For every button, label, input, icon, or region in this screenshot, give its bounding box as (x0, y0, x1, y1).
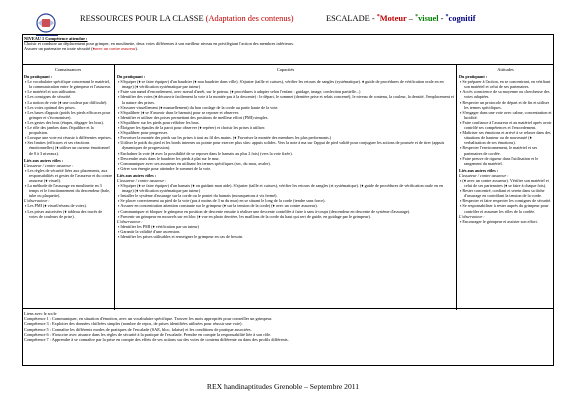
item-list (24, 79, 112, 155)
visuel-label: visuel (418, 14, 439, 23)
list-item: ▪ S'équilibrer pour progresser. (117, 130, 454, 135)
item-list (459, 79, 552, 166)
list-item: ▪ Les bases d'appuis (poids les pieds efficaces pour grimper et s'économiser). (24, 110, 112, 120)
visuel-star: * (415, 14, 419, 20)
socle-links (24, 311, 552, 342)
list-item: ▪ Les consignes de sécurité. (24, 94, 112, 99)
section-heading: Liés aux autres rôles : (459, 167, 499, 173)
section-heading: Du pratiquant : (24, 74, 53, 80)
niveau-line-2-end: ). (135, 46, 138, 52)
list-item: ▪ Se placer correctement au pied de la voie (pas à moins de 3 m du mur) en se situant le long de la corde (tendre sans force). (117, 198, 454, 203)
subsection-heading: L'observateur : (459, 213, 485, 219)
list-item: ▪ Faire confiance à l'assureur et au matériel après avoir contrôlé ses compétences et l'encordement. (459, 120, 552, 130)
list-item: ▪ S'équiper (♦ se faire équiper) d'un baudrier (♦ nou baudrier dans ville). S'ajuster (taille et cuisses), vérifier les retours de sangles (systématique). ♦ guide de procédures de vérification orale en en image) (♦ vérification systématique par tuteur) (117, 79, 454, 89)
list-item: ▪ S'assurer visuellement (♦ manuellement) du bon cordage de la corde au partir haute de la voie. (117, 105, 454, 110)
competence-table (22, 64, 554, 309)
list-item: ▪ Les gestes des bras (étapes, dégager les bras). (24, 120, 112, 125)
item-list (24, 168, 112, 199)
socle-line: Compétence 1 : Communiquer, en situation d'émotion, avec un vocabulaire spécifique. Trouver les mots appropriés pour conseiller un grimpeur. (24, 316, 273, 322)
moteur-star: * (376, 14, 380, 20)
document-title (80, 14, 294, 23)
list-item: ▪ Lorsque une voie est réussie à différentes reprises. (24, 135, 112, 140)
list-item: ▪ Ses limites (efficaces et ses réactions émotionnelles) (♦ utiliser un curseur émotionnel de 0 à 3 niveaux). (24, 140, 112, 155)
list-item: ▪ S'équilibrer (♦ se S'asseoir dans le harnais) pour se reposer et observer. (117, 110, 454, 115)
list-item: ▪ Le rôle des jambes dans l'équilibre et la propulsion. (24, 125, 112, 135)
list-item: ▪ La méthode de l'assurage en moulinette en 3 temps et le fonctionnement du descendeur (bale, tube ou plaquette). (24, 183, 112, 198)
item-list (117, 183, 454, 219)
list-item: ▪ Garantir la validité d'une ascension. (117, 229, 454, 234)
socle-line: Compétence 3 : Exploiter des données chiffrées simples (nombre de repos, de prises identifiées utilisées pour réussir une voie). (24, 321, 243, 327)
niveau-block (24, 36, 552, 52)
escalade-label (326, 14, 476, 23)
item-list (117, 79, 454, 171)
title-text: RESSOURCES POUR LA CLASSE (80, 14, 204, 23)
item-list (459, 178, 552, 214)
list-item: ▪ Les voies optimal des prises. (24, 105, 112, 110)
socle-line: Compétence 6 : S'inscrire avec aisance dans les règles de sécurité à la pratique de l'escalade. Prendre en compte la responsabilité liée à son rôle. (24, 331, 272, 337)
list-item: ▪ La notion de voie (♦ une couleur par difficulté). (24, 100, 112, 105)
document-footer: REX handinaptitudes Grenoble – Septembre 2011 (206, 382, 360, 391)
list-item: ▪ S'engager dans une voie avec calme, concentration et lucidité. (459, 110, 552, 120)
column-heading: Capacités (276, 67, 295, 72)
subsection-heading: L'assureur / contre assureur : (24, 162, 74, 168)
list-item: ▪ Faire son nœud d'encordement, avec noeud d'arrêt, sur le poteau. (♦ procédures à adapter selon l'enfant : guidage, image, confection partielle...) (117, 89, 454, 94)
dash-separator: – (408, 14, 413, 23)
column-heading: Connaissances (54, 67, 82, 72)
list-item: ▪ Rester concentré, confiant et serein dans sa tâche d'assurage en contrôlant la tension de la corde. (459, 188, 552, 198)
list-item: ▪ (♦ avec un contre assureur). Vérifier son matériel et celui de ses partenaires (♦ se faire à chaque fois). (459, 178, 552, 188)
section-heading: Du pratiquant : (117, 74, 146, 80)
list-item: ▪ Maîtriser ses émotions et arrivé à se relaxer dans des situations de hauteur ou de nouveauté (♦ verbalisation de ses émotions). (459, 130, 552, 145)
document-header (80, 14, 550, 28)
socle-line: Compétence 7 : Apprendre à se connaître par la prise en compte des effets de ses actions sur des voies de contenu différente ou dans des profils différents. (24, 337, 289, 343)
list-item: ▪ Se responsabiliser à rester auprès du grimpeur pour contrôler et assumer les rôles de la cordée. (459, 203, 552, 213)
cognitif-label: cognitif (448, 14, 476, 23)
item-list (459, 219, 552, 224)
list-item: ▪ Utiliser le poids du pied et les bords internes ou pointe pour exercer plus sûrs: appuis solides. Vers la note à ma sur l'appui de pied validé pour conjuguer les actions de poussée et de tirer (appuis dynamiques de progression). (117, 140, 454, 150)
list-item: ▪ Les prises autorisées (♦ tableau des tracés de voies de couleurs de prise). (24, 209, 112, 219)
title-subtitle: (Adaptation des contenus) (205, 14, 294, 23)
column-connaissances (22, 65, 115, 310)
list-item: ▪ Encourager le grimpeur et assister son effort. (459, 219, 552, 224)
escalade-text: ESCALADE - (326, 14, 375, 23)
cognitif-star: * (445, 14, 449, 20)
list-item: ▪ Parvenir un grimpeur en mouvels sur en bloc (♦ vue en photo derrière, les maillons de la corde du haut qui sert de guide, en guidage par le grimpeur). (117, 214, 454, 219)
list-item: ▪ Accès conscience de sa moyenne ou chercheuse des voies adaptées. (459, 89, 552, 99)
list-item: ▪ Communiquer avec ses assureurs en utilisant les termes spécifiques (sec, du mou, avaler). (117, 161, 454, 166)
list-item: ▪ Identifier et utiliser des prises permettant des positions de meilleur effort (PMI) simples. (117, 115, 454, 120)
list-item: ▪ Enchaîner la voie (♦ avec la possibilité de se reposer dans le harnais au plus 2 fois) (vers la voie fixée). (117, 151, 454, 156)
niveau-line-2-red: ♦avec un contre assureur (92, 46, 136, 52)
niveau-line-2 (24, 46, 552, 51)
subsection-heading: L'observateur : (24, 198, 50, 204)
list-item: ▪ Communiquer et bloquer le grimpeur en position de descente ensuite à réaliser une descente contrôlée à faire à sans à-coups (descendeur en descente de système d'assurage). (117, 209, 454, 214)
section-heading: Liés aux autres rôles : (117, 172, 157, 178)
moteur-label: Moteur (379, 14, 407, 23)
subsection-heading: L'assureur / contre assureur : (117, 177, 167, 183)
list-item: ▪ Faire preuve de rigueur dans l'utilisation et le rangement du matériel. (459, 156, 552, 166)
item-list (24, 203, 112, 218)
list-item: ▪ Respecter un protocole de départ et de fin et utiliser les termes spécifiques. (459, 100, 552, 110)
list-item: ▪ Le matériel et son utilisation. (24, 89, 112, 94)
subsection-heading: L'observateur : (117, 218, 143, 224)
column-attitudes (457, 65, 554, 310)
section-heading: Du pratiquant : (459, 74, 488, 80)
list-item: ▪ Le vocabulaire spécifique concernant le matériel, la communication entre le grimpeur et l'assureur. (24, 79, 112, 89)
list-item: ▪ Respecter et faire respecter les consignes de sécurité. (459, 198, 552, 203)
list-item: ▪ Éloigner les épaules de la paroi pour observer (♦ repérer) et choisir les prises à utiliser. (117, 125, 454, 130)
column-heading: Attitudes (497, 67, 514, 72)
dash-separator-2: - (440, 14, 444, 23)
list-item: ▪ Les règles de sécurité liées aux placements, aux responsabilités et gestes de l'assureur et du contre assureur (♦ visuel). (24, 168, 112, 183)
niveau-line-1: Choisir et conduire un déplacement pour grimper, en moulinette, deux voies différentes à son meilleur niveau en privilégiant l'action des membres inférieurs. (24, 41, 294, 47)
niveau-heading: NIVEAU 1 Compétence attendue : (24, 36, 88, 41)
list-item: ▪ Respecter l'environnement, le matériel et ses partenaires de cordée. (459, 145, 552, 155)
section-heading: Liés aux autres rôles : (24, 157, 64, 163)
list-item: ▪ Identifier les prises utilisables et renseigner le grimpeur en cas de besoin. (117, 234, 454, 239)
list-item: ▪ Identifier des voies (♦ découvrir facilement la voie à la montée pas à la descente) : le départ, le sommet (dernière prise et relais concerné), le niveau de contenu, la couleur, la densité, l'emplacement et la nature des prises. (117, 94, 454, 104)
list-item: ▪ Descendre assis dans le baudrier les pieds à plat sur le mur. (117, 156, 454, 161)
list-item: ▪ Les PMI (♦ visuel/réseau de voies). (24, 203, 112, 208)
list-item: ▪ Favoriser la montée des pieds sur les prises à tout au fil des mains. (♦ Favoriser la montée des membres les plus performants.) (117, 135, 454, 140)
list-item: ▪ Se préparer à l'action, en se concentrant, en vérifiant son matériel et celui de ses partenaires. (459, 79, 552, 89)
socle-line: Liens avec le socle (24, 311, 57, 316)
niveau-line-2-text: Assurer un partenaire en toute sécurité ( (24, 46, 93, 52)
list-item: ▪ Identifier les PMI (♦ vérification par un tuteur) (117, 224, 454, 229)
subsection-heading: L'assureur / contre assureur : (459, 172, 509, 178)
list-item: ▪ Installer le système d'assurage sur la corde ou le pontet du harnais (mousquetons à vis fermé). (117, 193, 454, 198)
socle-line: Compétence 5 : Connaître les différents modes de pratiques de l'escalade (SAE, bloc, falaise) et les conditions de pratique associées. (24, 326, 252, 332)
column-capacites (115, 65, 457, 310)
list-item: ▪ Assurer en concentration attention constante sur le grimpeur (♦ sur la tension de la corde) (♦ avec un contre assureur). (117, 203, 454, 208)
list-item: ▪ Gérer son énergie pour atteindre le sommet de la voie. (117, 166, 454, 171)
item-list (117, 224, 454, 239)
list-item: ▪ S'équiper (♦ se faire équiper) d'un harnais (♦ on guidant mon aide). S'ajuster (taille et cuisses), vérifier les retours de sangles (et systématique). (♦ guide de procédures de vérification orale en en image) (♦ vérification systématique par tuteur) (117, 183, 454, 193)
list-item: ▪ S'équilibrer sur les pieds pour relâcher les bras. (117, 120, 454, 125)
